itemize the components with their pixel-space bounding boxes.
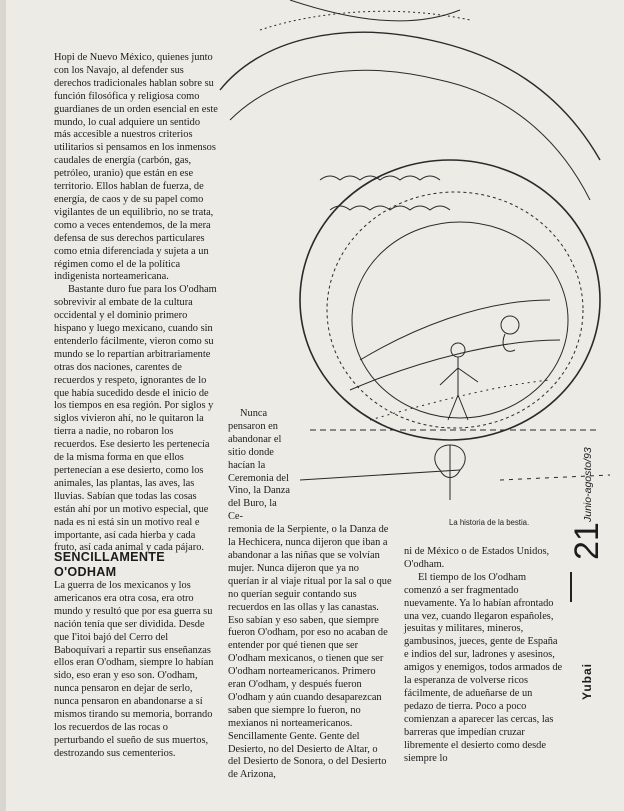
page-number-bar [570,572,572,602]
column-left [54,52,218,555]
page-number: 21 [568,522,606,560]
paragraph-nation: ni de México o de Estados Unidos, O'odham. [404,546,550,570]
illustration-caption: La historia de la bestia. [449,518,530,527]
column-right [404,546,564,765]
paragraph-ceremony: remonia de la Serpiente, o la Danza de la Hechicera, nunca dijeron que iban a abandonar a las niñas que se volvían mujer. Nunca dijeron que ya no querían ir al viaje ritual por la sal o que no querían seguir contando sus recuerdos en las ollas y las canastas. Eso sabían y eso saben, que siempre fueron O'odham, por eso no acaban de entender por qué tienen que ser O'odham mexicanos, o tienen que ser O'odham norteamericanos. Primero eran O'odham, y después fueron O'odham y aún cuando desaparezcan saben que siempre lo fueron, no mexianos ni norteamericanos. Sencillamente Gente. Gente del Desierto, no del Desierto de Altar, o del Desierto de Sonora, o del Desierto de Arizona, [228,524,392,781]
column-left-bottom [54,580,218,761]
paragraph-war: La guerra de los mexicanos y los americanos era otra cosa, era otro mundo y resultó que por esa guerra su nación tenía que ser dividida. Desde que I'itoi bajó del Cerro del Baboquívari a repartir sus enseñanzas ellos eran O'odham, siempre lo habían sido, eso eran y eso son. O'odham, nunca pensaron en dejar de serlo, nunca pensaron en abandonarse a sí mismos tirando su memoria, borrando los recuerdos de las rocas o perturbando el sueño de sus muertos, destrozando sus cementerios. [54,580,214,759]
paragraph-time: El tiempo de los O'odham comenzó a ser fragmentado nuevamente. Ya lo habían afrontado una vez, cuando llegaron españoles, jesuitas y militares, mineros, gambusinos, jueces, gente de España e indios del sur, ladrones y asesinos, amigos y enemigos, todos armados de la esperanza de volverse ricos fácilmente, de adueñarse de un pedazo de tierra. Poco a poco comienzan a aparecer las cercas, las barreras que impedían cruzar libremente el desierto como desde siempre lo [404,571,563,764]
paragraph-hopi: Hopi de Nuevo México, quienes junto con los Navajo, al defender sus derechos tradicionales hablan sobre su función filosófica y religiosa como guardianes de un orden esencial en este mundo, lo cual adquiere un sentido más accesible a nuestros criterios utilitarios si pensamos en los inmensos caudales de energía (carbón, gas, petróleo, uranio) que están en ese territorio. Ellos hablan de fuerza, de energía, de caos y de su papel como vigilantes de un equilibrio, no se trata, como a veces entendemos, de la mera defensa de sus derechos particulares como etnia diferenciada y sujeta a un régimen como el de la política indigenista norteamericana. [54,52,218,283]
issue-date: Junio-agosto/93 [582,447,594,522]
paragraph-oodham-survival: Bastante duro fue para los O'odham sobrevivir al embate de la cultura occidental y el dominio primero hispano y luego mexicano, cuando sin entenderlo fácilmente, vieron como su mundo se lo repartían arbitrariamente otras dos naciones, carentes de recuerdos y respeto, ignorantes de lo que había sucedido desde el inicio de los tiempos en esa región. Por siglos y siglos vivieron ahí, no le quitaron la tierra a nadie, no robaron los recuerdos. Ese desierto les pertenecía de la misma forma en que ellos pertenecían a ese desierto, como los animales, las plantas, las aves, las lluvias. Sabían que todas las cosas están ahí por un motivo especial, que nada es ni está sin un motivo real e importante, así cada hierba y cada fruto, así cada animal y cada pájaro. [54,284,217,554]
section-heading: SENCILLAMENTE O'ODHAM [54,550,165,579]
paragraph-ceremony-start: Nunca pensaron en abandonar el sitio donde hacían la Ceremonia del Vino, la Danza del Buro, la Ce- [228,408,290,523]
page-edge [0,0,6,811]
column-middle [228,408,392,782]
magazine-name: Yubai [580,662,594,700]
